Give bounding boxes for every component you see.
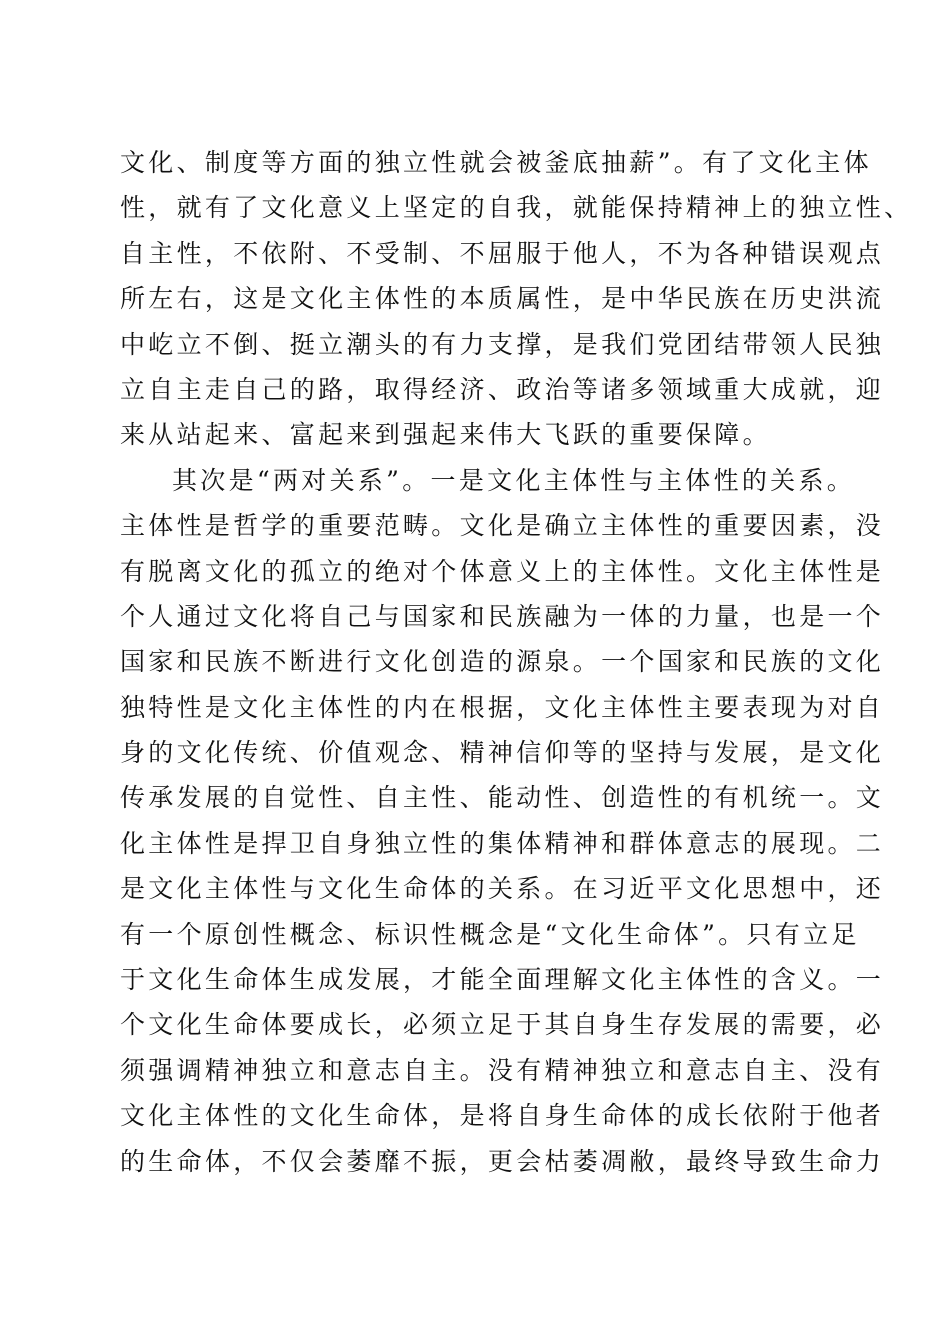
text-line: 个人通过文化将自己与国家和民族融为一体的力量，也是一个 <box>120 601 885 631</box>
text-line: 独特性是文化主体性的内在根据，文化主体性主要表现为对自 <box>120 692 885 722</box>
text-line: 性，就有了文化意义上坚定的自我，就能保持精神上的独立性、 <box>120 193 913 223</box>
text-line: 主体性是哲学的重要范畴。文化是确立主体性的重要因素，没 <box>120 511 885 541</box>
text-line: 个文化生命体要成长，必须立足于其自身生存发展的需要，必 <box>120 1010 885 1040</box>
text-line: 有脱离文化的孤立的绝对个体意义上的主体性。文化主体性是 <box>120 556 885 586</box>
text-line: 所左右，这是文化主体性的本质属性，是中华民族在历史洪流 <box>120 284 885 314</box>
text-line: 于文化生命体生成发展，才能全面理解文化主体性的含义。一 <box>120 965 885 995</box>
text-line: 文化主体性的文化生命体，是将自身生命体的成长依附于他者 <box>120 1101 885 1131</box>
text-line: 是文化主体性与文化生命体的关系。在习近平文化思想中，还 <box>120 874 885 904</box>
text-line: 自主性，不依附、不受制、不屈服于他人，不为各种错误观点 <box>120 238 885 268</box>
text-line: 化主体性是捍卫自身独立性的集体精神和群体意志的展现。二 <box>120 828 885 858</box>
text-line: 来从站起来、富起来到强起来伟大飞跃的重要保障。 <box>120 420 771 450</box>
text-line: 立自主走自己的路，取得经济、政治等诸多领域重大成就，迎 <box>120 374 885 404</box>
text-line: 有一个原创性概念、标识性概念是“文化生命体”。只有立足 <box>120 919 860 949</box>
body-text <box>120 140 913 1184</box>
text-line: 的生命体，不仅会萎靡不振，更会枯萎凋敝，最终导致生命力 <box>120 1146 885 1176</box>
text-line: 国家和民族不断进行文化创造的源泉。一个国家和民族的文化 <box>120 647 885 677</box>
paragraph-start-line: 其次是“两对关系”。一是文化主体性与主体性的关系。 <box>172 465 856 495</box>
text-line: 须强调精神独立和意志自主。没有精神独立和意志自主、没有 <box>120 1055 885 1085</box>
text-line: 传承发展的自觉性、自主性、能动性、创造性的有机统一。文 <box>120 783 885 813</box>
text-line: 中屹立不倒、挺立潮头的有力支撑，是我们党团结带领人民独 <box>120 329 885 359</box>
text-line: 文化、制度等方面的独立性就会被釜底抽薪”。有了文化主体 <box>120 148 872 177</box>
text-line: 身的文化传统、价值观念、精神信仰等的坚持与发展，是文化 <box>120 738 885 768</box>
